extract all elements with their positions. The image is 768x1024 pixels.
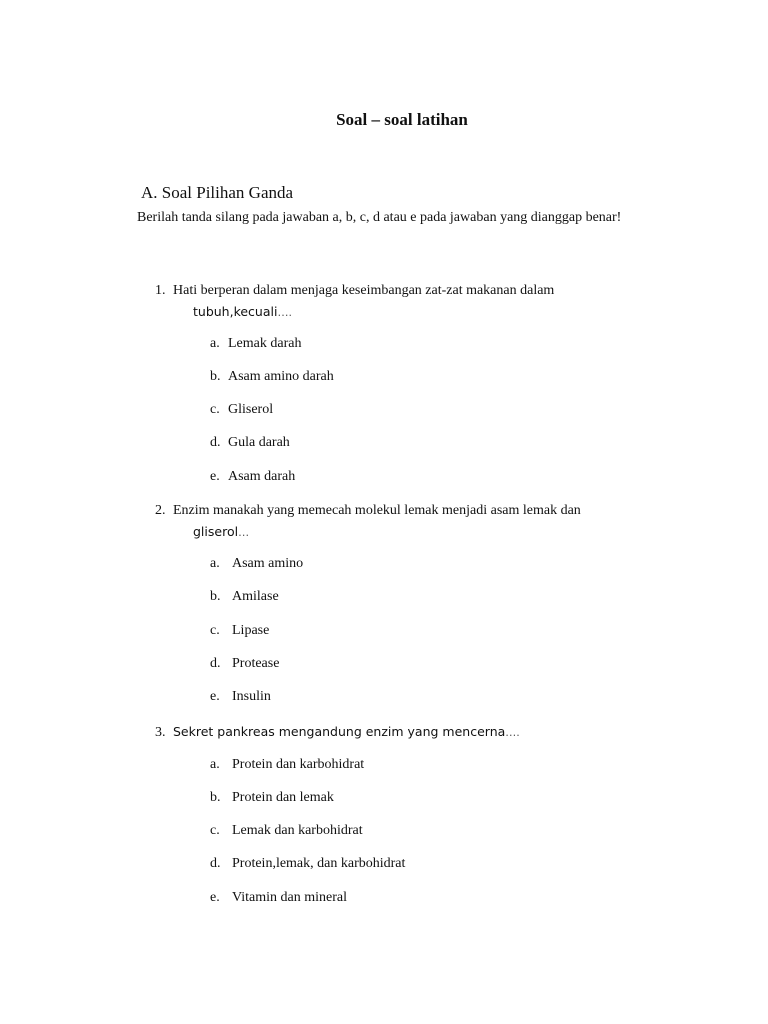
question-text-continued: gliserol xyxy=(193,524,239,539)
option-1e: e. Asam darah xyxy=(210,469,296,484)
option-3c: c. Lemak dan karbohidrat xyxy=(210,823,363,838)
question-text: Hati berperan dalam menjaga keseimbangan zat-zat makanan dalam xyxy=(173,283,555,298)
option-2e: e. Insulin xyxy=(210,689,271,704)
option-2d: d. Protease xyxy=(210,656,280,671)
question-3 xyxy=(155,721,635,743)
question-text: Sekret pankreas mengandung enzim yang mencerna xyxy=(173,724,506,739)
option-1c: c. Gliserol xyxy=(210,402,274,417)
option-3a: a. Protein dan karbohidrat xyxy=(210,757,365,772)
option-3e: e. Vitamin dan mineral xyxy=(210,890,348,905)
option-3b: b. Protein dan lemak xyxy=(210,790,334,805)
question-ellipsis: …. xyxy=(277,306,292,319)
question-1 xyxy=(155,280,635,323)
option-2a: a. Asam amino xyxy=(210,556,304,571)
option-1a: a. Lemak darah xyxy=(210,336,302,351)
option-2b: b. Amilase xyxy=(210,589,279,604)
question-ellipsis: … xyxy=(238,526,250,539)
question-number: 1. xyxy=(155,283,166,298)
section-heading: A. Soal Pilihan Ganda xyxy=(141,183,294,202)
option-1d: d. Gula darah xyxy=(210,435,290,450)
section-instruction: Berilah tanda silang pada jawaban a, b, c, d atau e pada jawaban yang dianggap benar! xyxy=(137,210,622,225)
question-number: 3. xyxy=(155,725,166,740)
option-2c: c. Lipase xyxy=(210,623,270,638)
question-text-continued: tubuh,kecuali xyxy=(193,304,278,319)
question-text: Enzim manakah yang memecah molekul lemak menjadi asam lemak dan xyxy=(173,503,581,518)
page-title: Soal – soal latihan xyxy=(336,110,468,129)
option-3d: d. Protein,lemak, dan karbohidrat xyxy=(210,856,406,871)
question-number: 2. xyxy=(155,503,166,518)
question-ellipsis: …. xyxy=(505,726,520,739)
question-2 xyxy=(155,500,635,543)
option-1b: b. Asam amino darah xyxy=(210,369,334,384)
